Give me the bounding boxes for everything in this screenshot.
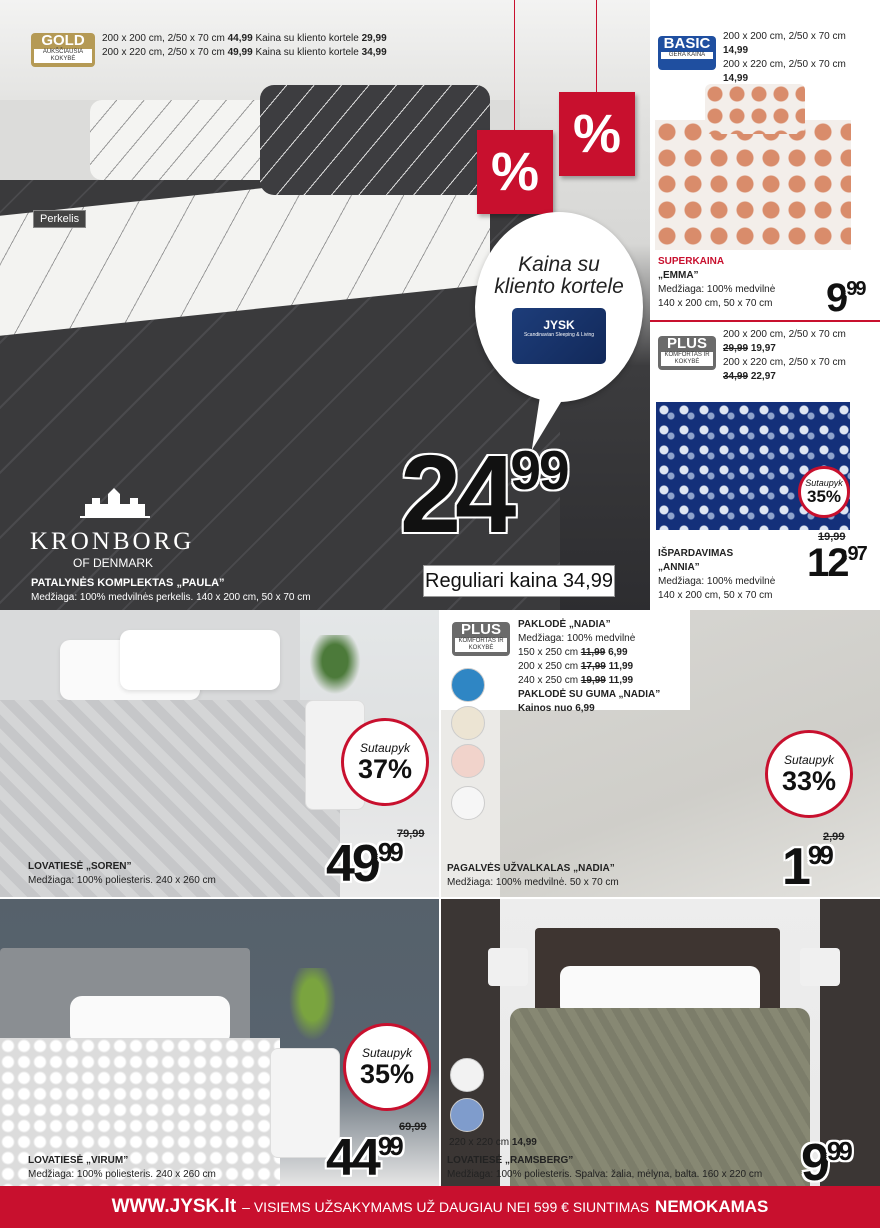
card-bubble (475, 212, 643, 402)
tag-string (514, 0, 515, 130)
regular-price-box: Reguliari kaina 34,99 (423, 565, 615, 597)
annia-price-cents: 97 (847, 543, 866, 565)
nadia-row (518, 674, 688, 688)
jysk-card-brand: JYSK (543, 318, 575, 332)
ramsberg-price (801, 1134, 850, 1186)
nadia-price-cents: 99 (807, 840, 831, 870)
ramsberg-size-line (449, 1136, 537, 1150)
nadia-material: Medžiaga: 100% medvilnė (518, 633, 636, 644)
emma-size-2: 200 x 220 cm, 2/50 x 70 cm (723, 59, 846, 70)
nadia-price (782, 838, 831, 896)
basic-badge-title: BASIC (663, 35, 711, 52)
nadia-price-int: 1 (782, 838, 808, 896)
virum-price-int: 44 (326, 1129, 378, 1186)
hero-size-1: 200 x 200 cm, 2/50 x 70 cm (102, 33, 225, 44)
plant-image (305, 635, 365, 700)
nadia-desc: Medžiaga: 100% medvilnė. 50 x 70 cm (447, 877, 619, 888)
color-swatch-white[interactable] (450, 1058, 484, 1092)
annia-title: „ANNIA” (658, 562, 700, 573)
hero-card-price-1: 29,99 (361, 33, 387, 44)
annia-price-int: 12 (807, 541, 848, 585)
emma-material: Medžiaga: 100% medvilnė (658, 284, 776, 295)
annia-size-prices (723, 328, 880, 384)
ramsberg-price-int: 9 (801, 1134, 827, 1186)
virum-desc: Medžiaga: 100% poliesteris. 240 x 260 cm (28, 1169, 216, 1180)
emma-price-1: 14,99 (723, 45, 749, 56)
soren-panel (0, 610, 440, 898)
gold-badge-title: GOLD (41, 32, 85, 49)
hero-card-price-2: 34,99 (361, 47, 387, 58)
hero-card-label-2: Kaina su kliento kortele (255, 47, 359, 58)
hero-panel (0, 0, 650, 610)
card-bubble-text: Kaina su kliento kortele (494, 253, 624, 298)
virum-panel (0, 898, 440, 1186)
emma-size-1: 200 x 200 cm, 2/50 x 70 cm (723, 31, 846, 42)
basic-badge-sub: GERA KAINA (661, 52, 713, 59)
emma-price-cents: 99 (846, 278, 865, 300)
annia-old-1: 29,99 (723, 343, 749, 354)
brand-sub: OF DENMARK (73, 556, 154, 570)
color-swatch-blue[interactable] (451, 668, 485, 702)
hero-price-1: 44,99 (227, 33, 253, 44)
virum-price (326, 1129, 401, 1186)
hero-price (400, 433, 568, 556)
emma-title: „EMMA” (658, 270, 699, 281)
hero-size-prices (102, 32, 422, 60)
nadia-head: PAKLODĖ „NADIA” (518, 619, 611, 630)
soren-title: LOVATIESĖ „SOREN” (28, 861, 132, 872)
footer-text: – VISIEMS UŽSAKYMAMS UŽ DAUGIAU NEI 599 € SIUNTIMAS (242, 1199, 650, 1215)
annia-material: Medžiaga: 100% medvilnė (658, 576, 776, 587)
annia-promo: IŠPARDAVIMAS (658, 548, 734, 559)
save-label: Sutaupyk (359, 741, 411, 755)
hero-title: PATALYNĖS KOMPLEKTAS „PAULA” (31, 577, 225, 589)
annia-size: 140 x 200 cm, 50 x 70 cm (658, 590, 773, 601)
row-old: 17,99 (580, 661, 606, 672)
nadia-save-bubble (765, 730, 853, 818)
save-label: Sutaupyk (361, 1046, 413, 1060)
nadia-panel (440, 610, 880, 898)
emma-promo: SUPERKAINA (658, 256, 725, 267)
annia-save-bubble (798, 466, 850, 518)
annia-panel (650, 322, 880, 610)
plus-badge (452, 622, 510, 656)
color-swatch-beige[interactable] (451, 706, 485, 740)
annia-price (807, 543, 866, 583)
ramsberg-label (447, 1154, 787, 1186)
jysk-card (512, 308, 606, 364)
annia-size-1: 200 x 200 cm, 2/50 x 70 cm (723, 329, 846, 340)
footer-strong: NEMOKAMAS (655, 1197, 769, 1216)
footer-site-link[interactable]: WWW.JYSK.lt (111, 1196, 237, 1217)
row-new: 11,99 (608, 661, 634, 672)
percent-tag: % (477, 130, 553, 214)
soren-label (28, 860, 288, 896)
divider (0, 897, 880, 899)
emma-product-image (655, 120, 851, 250)
emma-price-2: 14,99 (723, 73, 749, 84)
soren-old-price: 79,99 (397, 828, 425, 840)
soren-price-int: 49 (326, 835, 378, 893)
annia-old-price: 19,99 (818, 531, 846, 543)
annia-size-2: 200 x 220 cm, 2/50 x 70 cm (723, 357, 846, 368)
annia-new-2: 22,97 (750, 371, 776, 382)
lamp-image (488, 948, 528, 986)
pillow-image (260, 85, 490, 195)
nadia-label (447, 862, 697, 896)
virum-save-bubble (343, 1023, 431, 1111)
row-old: 19,99 (580, 675, 606, 686)
emma-size-prices (723, 30, 880, 86)
gold-badge (31, 33, 95, 67)
hero-desc: Medžiaga: 100% medvilnės perkelis. 140 x 200 cm, 50 x 70 cm (31, 592, 311, 603)
row-size: 240 x 250 cm (518, 675, 579, 686)
percent-tag: % (559, 92, 635, 176)
brand-name: KRONBORG (30, 528, 195, 555)
virum-price-cents: 99 (377, 1131, 401, 1161)
ramsberg-desc: Medžiaga: 100% poliesteris. Spalva: žalia, mėlyna, balta. 160 x 220 cm (447, 1169, 763, 1180)
row-size: 150 x 250 cm (518, 647, 579, 658)
color-swatch-pink[interactable] (451, 744, 485, 778)
emma-panel (650, 0, 880, 320)
ramsberg-panel (440, 898, 880, 1186)
plant-image (285, 968, 340, 1048)
nadia-from: Kainos nuo 6,99 (518, 703, 595, 714)
color-swatch-white[interactable] (451, 786, 485, 820)
ramsberg-size: 220 x 220 cm (449, 1137, 510, 1148)
nadia-old-price: 2,99 (823, 831, 845, 843)
hero-card-label-1: Kaina su kliento kortele (255, 33, 359, 44)
pillow-image (120, 630, 280, 690)
nadia-row (518, 646, 688, 660)
soren-price (326, 835, 401, 893)
hero-price-int: 24 (400, 433, 511, 556)
hero-price-2: 49,99 (227, 47, 253, 58)
row-new: 6,99 (608, 647, 628, 658)
hero-size-2: 200 x 220 cm, 2/50 x 70 cm (102, 47, 225, 58)
gold-badge-sub: AUKŠČIAUSIA KOKYBĖ (34, 49, 92, 63)
nadia-head-2: PAKLODĖ SU GUMA „NADIA” (518, 689, 661, 700)
tag-string (596, 0, 597, 92)
hero-price-cents: 99 (510, 439, 568, 501)
emma-size: 140 x 200 cm, 50 x 70 cm (658, 298, 773, 309)
jysk-card-tagline: Scandinavian Sleeping & Living (523, 332, 595, 338)
footer-bar (0, 1186, 880, 1228)
virum-label (28, 1154, 288, 1186)
virum-title: LOVATIESĖ „VIRUM” (28, 1155, 129, 1166)
emma-price-int: 9 (826, 276, 847, 320)
nadia-title: PAGALVĖS UŽVALKALAS „NADIA” (447, 863, 615, 874)
annia-info (658, 547, 818, 603)
perkelis-chip: Perkelis (33, 210, 86, 228)
annia-new-1: 19,97 (750, 343, 776, 354)
nadia-row (518, 660, 688, 674)
emma-price (826, 278, 865, 318)
soren-price-cents: 99 (377, 837, 401, 867)
save-percent: 35% (806, 487, 842, 506)
kronborg-castle-icon (80, 488, 150, 518)
ramsberg-title: LOVATIESĖ „RAMSBERG” (447, 1155, 574, 1166)
row-old: 11,99 (580, 647, 606, 658)
basic-badge (658, 36, 716, 70)
ramsberg-price-cents: 99 (826, 1136, 850, 1166)
plus-badge-sub: KOMFORTAS IR KOKYBĖ (661, 352, 713, 366)
save-percent: 35% (359, 1059, 415, 1089)
annia-old-2: 34,99 (723, 371, 749, 382)
ramsberg-size-price: 14,99 (511, 1137, 537, 1148)
save-percent: 37% (357, 754, 413, 784)
plus-badge-title: PLUS (460, 621, 501, 638)
emma-pillow-image (705, 84, 805, 134)
plus-badge (658, 336, 716, 370)
nadia-info (518, 618, 688, 716)
castle-icon (80, 488, 150, 518)
emma-info (658, 255, 818, 311)
save-label: Sutaupyk (783, 753, 835, 767)
save-percent: 33% (781, 766, 837, 796)
save-label: Sutaupyk (805, 478, 843, 488)
color-swatch-blue[interactable] (450, 1098, 484, 1132)
soren-desc: Medžiaga: 100% poliesteris. 240 x 260 cm (28, 875, 216, 886)
plus-badge-sub: KOMFORTAS IR KOKYBĖ (455, 638, 507, 652)
soren-save-bubble (341, 718, 429, 806)
plus-badge-title: PLUS (666, 335, 707, 352)
row-new: 11,99 (608, 675, 634, 686)
virum-old-price: 69,99 (399, 1121, 427, 1133)
lamp-image (800, 948, 840, 986)
row-size: 200 x 250 cm (518, 661, 579, 672)
